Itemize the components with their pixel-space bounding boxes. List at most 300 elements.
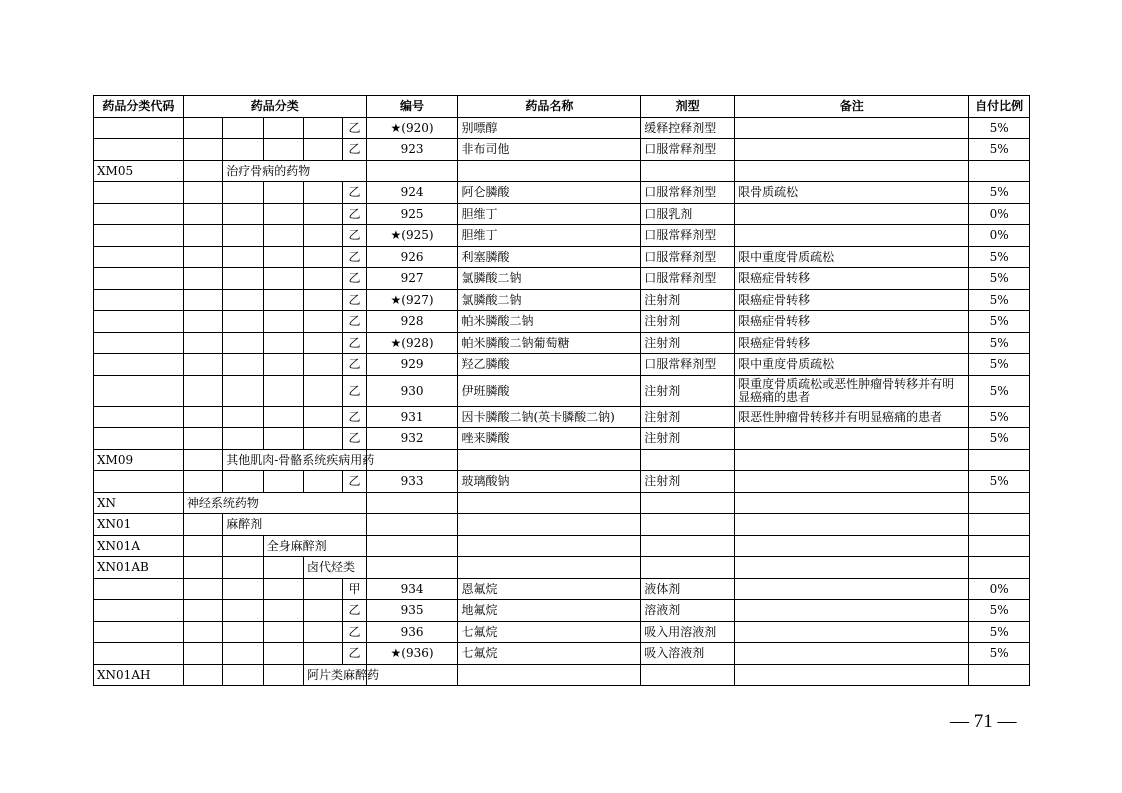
number-cell bbox=[366, 664, 458, 686]
category-row bbox=[94, 664, 1030, 686]
remark bbox=[735, 578, 969, 600]
category-indent-cell bbox=[303, 354, 342, 376]
category-indent-cell bbox=[263, 406, 303, 428]
drug-number: 935 bbox=[366, 600, 458, 622]
self-pay-ratio: 5% bbox=[969, 643, 1030, 665]
drug-number: 933 bbox=[366, 471, 458, 493]
category-indent-cell bbox=[183, 600, 222, 622]
code-cell bbox=[94, 375, 184, 406]
code-cell bbox=[94, 246, 184, 268]
drug-name: 利塞膦酸 bbox=[458, 246, 641, 268]
category-indent-cell bbox=[223, 406, 263, 428]
page-number: — 71 — bbox=[950, 711, 1017, 732]
code-cell bbox=[94, 643, 184, 665]
dosage-form-cell bbox=[641, 557, 735, 579]
dosage-form: 吸入用溶液剂 bbox=[641, 621, 735, 643]
category-indent-cell bbox=[183, 289, 222, 311]
drug-name: 帕米膦酸二钠葡萄糖 bbox=[458, 332, 641, 354]
category-indent-cell bbox=[223, 332, 263, 354]
dosage-form: 口服乳剂 bbox=[641, 203, 735, 225]
dosage-form: 注射剂 bbox=[641, 332, 735, 354]
category-label: 治疗骨病的药物 bbox=[223, 160, 366, 182]
dosage-form: 注射剂 bbox=[641, 375, 735, 406]
table-header-row bbox=[94, 96, 1030, 118]
drug-row bbox=[94, 332, 1030, 354]
category-indent-cell bbox=[223, 268, 263, 290]
self-pay-ratio: 5% bbox=[969, 621, 1030, 643]
table-body bbox=[94, 117, 1030, 686]
drug-number: ★(925) bbox=[366, 225, 458, 247]
code-cell bbox=[94, 406, 184, 428]
self-pay-ratio: 5% bbox=[969, 471, 1030, 493]
self-pay-ratio: 5% bbox=[969, 406, 1030, 428]
note-cell bbox=[735, 557, 969, 579]
drug-name-cell bbox=[458, 557, 641, 579]
category-indent-cell bbox=[303, 600, 342, 622]
drug-name-cell bbox=[458, 514, 641, 536]
category-code: XM05 bbox=[94, 160, 184, 182]
dosage-form: 口服常释剂型 bbox=[641, 139, 735, 161]
drug-row bbox=[94, 643, 1030, 665]
code-cell bbox=[94, 225, 184, 247]
grade-cell: 乙 bbox=[343, 428, 366, 450]
category-indent-cell bbox=[303, 289, 342, 311]
header-form: 剂型 bbox=[641, 96, 735, 118]
drug-row bbox=[94, 246, 1030, 268]
self-pay-ratio: 5% bbox=[969, 375, 1030, 406]
category-indent-cell bbox=[183, 471, 222, 493]
drug-name-cell bbox=[458, 160, 641, 182]
category-indent-cell bbox=[223, 117, 263, 139]
drug-name: 因卡膦酸二钠(英卡膦酸二钠) bbox=[458, 406, 641, 428]
category-row bbox=[94, 557, 1030, 579]
ratio-cell bbox=[969, 514, 1030, 536]
remark: 限癌症骨转移 bbox=[735, 268, 969, 290]
category-indent-cell bbox=[183, 203, 222, 225]
drug-name: 七氟烷 bbox=[458, 621, 641, 643]
drug-name: 别嘌醇 bbox=[458, 117, 641, 139]
drug-number: 936 bbox=[366, 621, 458, 643]
category-row bbox=[94, 160, 1030, 182]
ratio-cell bbox=[969, 492, 1030, 514]
grade-cell: 乙 bbox=[343, 268, 366, 290]
drug-number: ★(936) bbox=[366, 643, 458, 665]
drug-number: 923 bbox=[366, 139, 458, 161]
category-indent-cell bbox=[223, 600, 263, 622]
category-indent-cell bbox=[303, 246, 342, 268]
drug-row bbox=[94, 268, 1030, 290]
category-indent-cell bbox=[263, 117, 303, 139]
grade-cell: 乙 bbox=[343, 182, 366, 204]
code-cell bbox=[94, 139, 184, 161]
self-pay-ratio: 5% bbox=[969, 311, 1030, 333]
category-indent-cell bbox=[303, 428, 342, 450]
category-indent-cell bbox=[263, 289, 303, 311]
drug-number: 932 bbox=[366, 428, 458, 450]
drug-number: 931 bbox=[366, 406, 458, 428]
self-pay-ratio: 5% bbox=[969, 182, 1030, 204]
ratio-cell bbox=[969, 535, 1030, 557]
category-indent-cell bbox=[183, 160, 222, 182]
dosage-form: 口服常释剂型 bbox=[641, 268, 735, 290]
drug-number: 924 bbox=[366, 182, 458, 204]
code-cell bbox=[94, 182, 184, 204]
dosage-form: 吸入溶液剂 bbox=[641, 643, 735, 665]
category-row bbox=[94, 535, 1030, 557]
category-label: 全身麻醉剂 bbox=[263, 535, 366, 557]
remark: 限癌症骨转移 bbox=[735, 332, 969, 354]
remark: 限恶性肿瘤骨转移并有明显癌痛的患者 bbox=[735, 406, 969, 428]
category-label: 其他肌肉-骨骼系统疾病用药 bbox=[223, 449, 366, 471]
category-indent-cell bbox=[303, 621, 342, 643]
category-indent-cell bbox=[183, 643, 222, 665]
category-indent-cell bbox=[223, 643, 263, 665]
header-number: 编号 bbox=[366, 96, 458, 118]
category-indent-cell bbox=[223, 621, 263, 643]
category-indent-cell bbox=[303, 406, 342, 428]
category-indent-cell bbox=[303, 225, 342, 247]
category-code: XN01 bbox=[94, 514, 184, 536]
category-indent-cell bbox=[223, 428, 263, 450]
grade-cell: 乙 bbox=[343, 406, 366, 428]
drug-row bbox=[94, 117, 1030, 139]
drug-row bbox=[94, 428, 1030, 450]
drug-row bbox=[94, 621, 1030, 643]
category-indent-cell bbox=[303, 117, 342, 139]
category-indent-cell bbox=[263, 246, 303, 268]
drug-number: 927 bbox=[366, 268, 458, 290]
category-indent-cell bbox=[303, 643, 342, 665]
category-code: XN01AB bbox=[94, 557, 184, 579]
dosage-form-cell bbox=[641, 492, 735, 514]
category-indent-cell bbox=[183, 535, 222, 557]
header-code: 药品分类代码 bbox=[94, 96, 184, 118]
drug-number: ★(928) bbox=[366, 332, 458, 354]
grade-cell: 乙 bbox=[343, 600, 366, 622]
drug-name: 帕米膦酸二钠 bbox=[458, 311, 641, 333]
self-pay-ratio: 5% bbox=[969, 600, 1030, 622]
category-indent-cell bbox=[303, 332, 342, 354]
self-pay-ratio: 0% bbox=[969, 203, 1030, 225]
category-indent-cell bbox=[223, 246, 263, 268]
drug-number: 930 bbox=[366, 375, 458, 406]
category-label: 神经系统药物 bbox=[183, 492, 366, 514]
category-indent-cell bbox=[183, 578, 222, 600]
grade-cell: 乙 bbox=[343, 117, 366, 139]
remark bbox=[735, 139, 969, 161]
category-row bbox=[94, 492, 1030, 514]
number-cell bbox=[366, 449, 458, 471]
code-cell bbox=[94, 578, 184, 600]
drug-number: 929 bbox=[366, 354, 458, 376]
category-row bbox=[94, 514, 1030, 536]
header-category: 药品分类 bbox=[183, 96, 366, 118]
remark: 限癌症骨转移 bbox=[735, 311, 969, 333]
self-pay-ratio: 5% bbox=[969, 289, 1030, 311]
remark: 限重度骨质疏松或恶性肿瘤骨转移并有明显癌痛的患者 bbox=[735, 375, 969, 406]
category-indent-cell bbox=[183, 449, 222, 471]
code-cell bbox=[94, 332, 184, 354]
category-indent-cell bbox=[263, 643, 303, 665]
category-label: 卤代烃类 bbox=[303, 557, 366, 579]
dosage-form: 口服常释剂型 bbox=[641, 354, 735, 376]
dosage-form: 口服常释剂型 bbox=[641, 246, 735, 268]
remark bbox=[735, 225, 969, 247]
remark: 限中重度骨质疏松 bbox=[735, 354, 969, 376]
category-code: XN01A bbox=[94, 535, 184, 557]
dosage-form-cell bbox=[641, 514, 735, 536]
category-indent-cell bbox=[303, 375, 342, 406]
code-cell bbox=[94, 600, 184, 622]
drug-number: ★(920) bbox=[366, 117, 458, 139]
dosage-form: 口服常释剂型 bbox=[641, 182, 735, 204]
note-cell bbox=[735, 664, 969, 686]
drug-name-cell bbox=[458, 535, 641, 557]
category-indent-cell bbox=[183, 375, 222, 406]
category-indent-cell bbox=[183, 246, 222, 268]
category-indent-cell bbox=[263, 664, 303, 686]
code-cell bbox=[94, 354, 184, 376]
drug-number: 926 bbox=[366, 246, 458, 268]
dosage-form-cell bbox=[641, 160, 735, 182]
dosage-form: 注射剂 bbox=[641, 428, 735, 450]
category-indent-cell bbox=[183, 354, 222, 376]
dosage-form: 注射剂 bbox=[641, 471, 735, 493]
dosage-form: 溶液剂 bbox=[641, 600, 735, 622]
number-cell bbox=[366, 535, 458, 557]
drug-row bbox=[94, 471, 1030, 493]
drug-name: 胆维丁 bbox=[458, 203, 641, 225]
drug-row bbox=[94, 354, 1030, 376]
category-indent-cell bbox=[183, 268, 222, 290]
grade-cell: 甲 bbox=[343, 578, 366, 600]
category-indent-cell bbox=[263, 182, 303, 204]
note-cell bbox=[735, 160, 969, 182]
category-indent-cell bbox=[263, 203, 303, 225]
category-indent-cell bbox=[183, 557, 222, 579]
dosage-form: 注射剂 bbox=[641, 289, 735, 311]
category-indent-cell bbox=[183, 225, 222, 247]
note-cell bbox=[735, 449, 969, 471]
category-code: XM09 bbox=[94, 449, 184, 471]
category-indent-cell bbox=[223, 289, 263, 311]
category-indent-cell bbox=[263, 621, 303, 643]
ratio-cell bbox=[969, 664, 1030, 686]
grade-cell: 乙 bbox=[343, 332, 366, 354]
remark bbox=[735, 471, 969, 493]
number-cell bbox=[366, 514, 458, 536]
dosage-form: 液体剂 bbox=[641, 578, 735, 600]
drug-row bbox=[94, 289, 1030, 311]
category-code: XN01AH bbox=[94, 664, 184, 686]
remark bbox=[735, 428, 969, 450]
category-indent-cell bbox=[183, 406, 222, 428]
self-pay-ratio: 5% bbox=[969, 428, 1030, 450]
category-indent-cell bbox=[183, 664, 222, 686]
category-indent-cell bbox=[263, 471, 303, 493]
code-cell bbox=[94, 428, 184, 450]
note-cell bbox=[735, 535, 969, 557]
drug-name: 恩氟烷 bbox=[458, 578, 641, 600]
remark: 限中重度骨质疏松 bbox=[735, 246, 969, 268]
drug-name: 伊班膦酸 bbox=[458, 375, 641, 406]
category-indent-cell bbox=[223, 578, 263, 600]
grade-cell: 乙 bbox=[343, 471, 366, 493]
dosage-form: 注射剂 bbox=[641, 311, 735, 333]
dosage-form: 口服常释剂型 bbox=[641, 225, 735, 247]
drug-number: 925 bbox=[366, 203, 458, 225]
category-indent-cell bbox=[263, 332, 303, 354]
category-indent-cell bbox=[183, 514, 222, 536]
category-code: XN bbox=[94, 492, 184, 514]
drug-name: 唑来膦酸 bbox=[458, 428, 641, 450]
remark bbox=[735, 203, 969, 225]
drug-row bbox=[94, 406, 1030, 428]
grade-cell: 乙 bbox=[343, 621, 366, 643]
drug-name: 氯膦酸二钠 bbox=[458, 289, 641, 311]
number-cell bbox=[366, 492, 458, 514]
dosage-form-cell bbox=[641, 664, 735, 686]
category-indent-cell bbox=[303, 182, 342, 204]
category-indent-cell bbox=[223, 203, 263, 225]
grade-cell: 乙 bbox=[343, 246, 366, 268]
drug-name: 七氟烷 bbox=[458, 643, 641, 665]
drug-catalog-table bbox=[93, 95, 1030, 686]
category-row bbox=[94, 449, 1030, 471]
category-indent-cell bbox=[263, 268, 303, 290]
number-cell bbox=[366, 160, 458, 182]
category-indent-cell bbox=[223, 139, 263, 161]
category-indent-cell bbox=[183, 182, 222, 204]
drug-name: 氯膦酸二钠 bbox=[458, 268, 641, 290]
category-indent-cell bbox=[303, 471, 342, 493]
grade-cell: 乙 bbox=[343, 225, 366, 247]
category-indent-cell bbox=[263, 139, 303, 161]
code-cell bbox=[94, 621, 184, 643]
drug-name-cell bbox=[458, 449, 641, 471]
category-indent-cell bbox=[183, 332, 222, 354]
category-indent-cell bbox=[263, 311, 303, 333]
note-cell bbox=[735, 514, 969, 536]
category-indent-cell bbox=[223, 375, 263, 406]
grade-cell: 乙 bbox=[343, 375, 366, 406]
drug-name-cell bbox=[458, 664, 641, 686]
category-indent-cell bbox=[303, 311, 342, 333]
self-pay-ratio: 0% bbox=[969, 225, 1030, 247]
drug-number: ★(927) bbox=[366, 289, 458, 311]
drug-name: 阿仑膦酸 bbox=[458, 182, 641, 204]
drug-row bbox=[94, 182, 1030, 204]
note-cell bbox=[735, 492, 969, 514]
drug-name: 非布司他 bbox=[458, 139, 641, 161]
category-indent-cell bbox=[183, 428, 222, 450]
category-label: 麻醉剂 bbox=[223, 514, 366, 536]
header-note: 备注 bbox=[735, 96, 969, 118]
drug-name: 玻璃酸钠 bbox=[458, 471, 641, 493]
remark bbox=[735, 600, 969, 622]
category-indent-cell bbox=[183, 117, 222, 139]
category-indent-cell bbox=[263, 225, 303, 247]
drug-number: 934 bbox=[366, 578, 458, 600]
remark: 限癌症骨转移 bbox=[735, 289, 969, 311]
drug-row bbox=[94, 203, 1030, 225]
dosage-form-cell bbox=[641, 535, 735, 557]
dosage-form-cell bbox=[641, 449, 735, 471]
self-pay-ratio: 5% bbox=[969, 354, 1030, 376]
drug-row bbox=[94, 578, 1030, 600]
self-pay-ratio: 5% bbox=[969, 268, 1030, 290]
drug-name: 地氟烷 bbox=[458, 600, 641, 622]
header-name: 药品名称 bbox=[458, 96, 641, 118]
category-indent-cell bbox=[303, 268, 342, 290]
self-pay-ratio: 5% bbox=[969, 246, 1030, 268]
header-ratio: 自付比例 bbox=[969, 96, 1030, 118]
code-cell bbox=[94, 311, 184, 333]
category-indent-cell bbox=[263, 375, 303, 406]
ratio-cell bbox=[969, 557, 1030, 579]
drug-row bbox=[94, 225, 1030, 247]
category-indent-cell bbox=[263, 600, 303, 622]
category-indent-cell bbox=[303, 139, 342, 161]
category-indent-cell bbox=[223, 354, 263, 376]
category-indent-cell bbox=[263, 428, 303, 450]
drug-name: 羟乙膦酸 bbox=[458, 354, 641, 376]
drug-number: 928 bbox=[366, 311, 458, 333]
category-indent-cell bbox=[223, 471, 263, 493]
category-label: 阿片类麻醉药 bbox=[303, 664, 366, 686]
category-indent-cell bbox=[223, 182, 263, 204]
category-indent-cell bbox=[263, 354, 303, 376]
code-cell bbox=[94, 203, 184, 225]
self-pay-ratio: 5% bbox=[969, 139, 1030, 161]
grade-cell: 乙 bbox=[343, 139, 366, 161]
ratio-cell bbox=[969, 160, 1030, 182]
drug-row bbox=[94, 139, 1030, 161]
remark bbox=[735, 621, 969, 643]
category-indent-cell bbox=[223, 535, 263, 557]
category-indent-cell bbox=[183, 139, 222, 161]
grade-cell: 乙 bbox=[343, 311, 366, 333]
category-indent-cell bbox=[223, 557, 263, 579]
code-cell bbox=[94, 268, 184, 290]
category-indent-cell bbox=[183, 311, 222, 333]
category-indent-cell bbox=[223, 311, 263, 333]
self-pay-ratio: 5% bbox=[969, 117, 1030, 139]
dosage-form: 注射剂 bbox=[641, 406, 735, 428]
category-indent-cell bbox=[183, 621, 222, 643]
grade-cell: 乙 bbox=[343, 354, 366, 376]
grade-cell: 乙 bbox=[343, 203, 366, 225]
ratio-cell bbox=[969, 449, 1030, 471]
grade-cell: 乙 bbox=[343, 289, 366, 311]
category-indent-cell bbox=[263, 578, 303, 600]
code-cell bbox=[94, 471, 184, 493]
code-cell bbox=[94, 117, 184, 139]
category-indent-cell bbox=[263, 557, 303, 579]
drug-row bbox=[94, 600, 1030, 622]
code-cell bbox=[94, 289, 184, 311]
remark bbox=[735, 117, 969, 139]
drug-row bbox=[94, 375, 1030, 406]
self-pay-ratio: 0% bbox=[969, 578, 1030, 600]
remark bbox=[735, 643, 969, 665]
self-pay-ratio: 5% bbox=[969, 332, 1030, 354]
category-indent-cell bbox=[223, 664, 263, 686]
grade-cell: 乙 bbox=[343, 643, 366, 665]
category-indent-cell bbox=[303, 578, 342, 600]
category-indent-cell bbox=[303, 203, 342, 225]
remark: 限骨质疏松 bbox=[735, 182, 969, 204]
